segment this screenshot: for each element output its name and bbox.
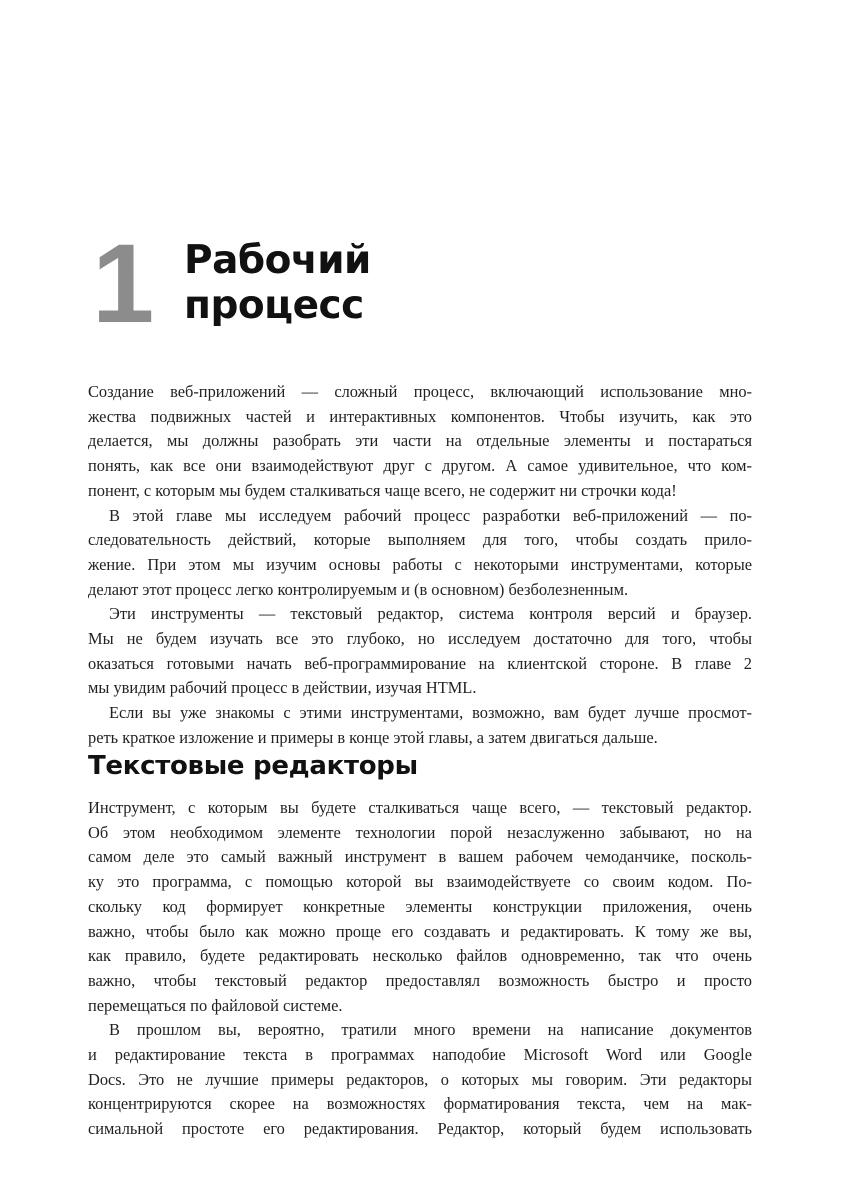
text-line: Эти инструменты — текстовый редактор, система контроля версий и браузер.	[109, 604, 752, 624]
text-line: перемещаться по файловой системе.	[88, 995, 343, 1015]
intro-text	[88, 380, 752, 751]
text-line: Мы не будем изучать все это глубоко, но исследуем достаточно для того, чтобы	[88, 629, 752, 649]
paragraph	[88, 1018, 752, 1142]
text-line: делают этот процесс легко контролируемым и (в основном) безболезненным.	[88, 579, 629, 599]
text-line: концентрируются скорее на возможностях форматирования текста, чем на мак-	[88, 1094, 752, 1114]
text-line: оказаться готовыми начать веб-программирование на клиентской стороне. В главе 2	[88, 653, 752, 673]
text-line: жества подвижных частей и интерактивных компонентов. Чтобы изучить, как это	[88, 406, 752, 426]
chapter-title-line: Рабочий	[184, 238, 371, 283]
text-line: ку это программа, с помощью которой вы взаимодействуете со своим кодом. По-	[88, 872, 752, 892]
text-line: жение. При этом мы изучим основы работы с некоторыми инструментами, которые	[88, 554, 752, 574]
text-line: важно, чтобы текстовый редактор предоставлял возможность быстро и просто	[88, 970, 752, 990]
paragraph	[88, 602, 752, 701]
text-line: Инструмент, с которым вы будете сталкиваться чаще всего, — текстовый редактор.	[88, 798, 752, 817]
chapter-number: 1	[92, 221, 151, 346]
section-heading: Текстовые редакторы	[88, 751, 418, 781]
text-line: В прошлом вы, вероятно, тратили много времени на написание документов	[109, 1020, 752, 1040]
text-line: реть краткое изложение и примеры в конце этой главы, а затем двигаться дальше.	[88, 727, 658, 747]
text-line: и редактирование текста в программах наподобие Microsoft Word или Google	[88, 1045, 752, 1065]
text-line: самом деле это самый важный инструмент в вашем рабочем чемоданчике, посколь-	[88, 847, 752, 867]
text-line: понент, с которым мы будем сталкиваться чаще всего, не содержит ни строчки кода!	[88, 480, 677, 500]
paragraph	[88, 380, 752, 504]
paragraph	[88, 701, 752, 750]
text-line: важно, чтобы было как можно проще его создавать и редактировать. К тому же вы,	[88, 921, 752, 941]
text-line: симальной простоте его редактирования. Редактор, который будем использовать	[88, 1119, 752, 1139]
text-line: делается, мы должны разобрать эти части на отдельные элементы и постараться	[88, 431, 752, 451]
chapter-title	[184, 238, 371, 328]
paragraph	[88, 504, 752, 603]
text-line: мы увидим рабочий процесс в действии, изучая HTML.	[88, 678, 477, 698]
text-line: В этой главе мы исследуем рабочий процесс разработки веб-приложений — по-	[109, 505, 752, 525]
chapter-title-line: процесс	[184, 283, 364, 328]
text-line: Создание веб-приложений — сложный процесс, включающий использование мно-	[88, 382, 752, 401]
text-line: понять, как все они взаимодействуют друг с другом. А самое удивительное, что ком-	[88, 456, 752, 476]
text-line: следовательность действий, которые выполняем для того, чтобы создать прило-	[88, 530, 752, 550]
text-line: Docs. Это не лучшие примеры редакторов, о которых мы говорим. Эти редакторы	[88, 1069, 752, 1089]
text-line: Если вы уже знакомы с этими инструментами, возможно, вам будет лучше просмот-	[109, 703, 752, 723]
text-line: как правило, будете редактировать несколько файлов одновременно, так что очень	[88, 946, 752, 966]
text-line: скольку код формирует конкретные элементы конструкции приложения, очень	[88, 896, 752, 916]
section-text	[88, 796, 752, 1142]
paragraph	[88, 796, 752, 1018]
text-line: Об этом необходимом элементе технологии порой незаслуженно забывают, но на	[88, 822, 752, 842]
